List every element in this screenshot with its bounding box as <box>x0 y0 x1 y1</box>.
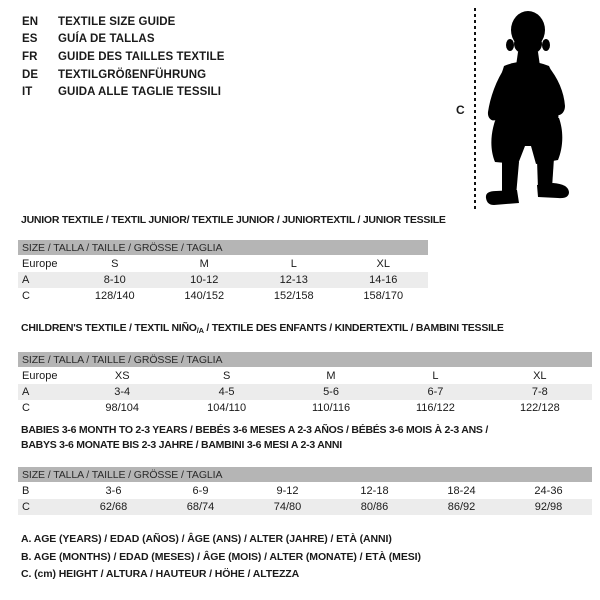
language-title-list <box>22 13 225 101</box>
age-cell: 24-36 <box>534 485 563 497</box>
age-cell: 3-6 <box>105 485 122 497</box>
children-table-title <box>21 322 504 335</box>
table-row-europe <box>18 368 592 384</box>
height-cell: 92/98 <box>534 501 563 513</box>
height-cell: 122/128 <box>519 402 560 414</box>
children-title-subscript: /A <box>196 326 204 335</box>
age-cell: 3-4 <box>114 386 131 398</box>
row-label: Europe <box>22 370 58 382</box>
size-cell: XL <box>533 370 547 382</box>
height-cell: 140/152 <box>184 290 225 302</box>
row-label: A <box>22 274 30 286</box>
age-cell: 12-13 <box>279 274 308 286</box>
size-cell: S <box>111 258 119 270</box>
language-row-en <box>22 13 225 31</box>
size-cell: S <box>222 370 231 382</box>
language-row-de <box>22 66 225 84</box>
size-cell: L <box>432 370 439 382</box>
age-cell: 12-18 <box>360 485 389 497</box>
row-label: Europe <box>22 258 58 270</box>
age-cell: 5-6 <box>323 386 339 398</box>
age-cell: 8-10 <box>103 274 126 286</box>
language-code: EN <box>22 15 39 28</box>
size-cell: XL <box>376 258 390 270</box>
age-cell: 6-9 <box>192 485 209 497</box>
size-header-bar: SIZE / TALLA / TAILLE / GRÖSSE / TAGLIA <box>18 352 592 367</box>
babies-table-title <box>21 424 488 451</box>
language-code: IT <box>22 86 33 99</box>
height-cell: 74/80 <box>273 501 302 513</box>
row-label: C <box>22 402 30 414</box>
height-cell: 98/104 <box>105 402 140 414</box>
legend-notes <box>21 533 421 586</box>
height-cell: 80/86 <box>360 501 389 513</box>
language-row-fr <box>22 48 225 66</box>
age-cell: 9-12 <box>276 485 299 497</box>
language-code: DE <box>22 68 39 81</box>
table-row-height <box>18 288 428 304</box>
age-cell: 7-8 <box>531 386 548 398</box>
language-row-es <box>22 31 225 49</box>
height-cell: 128/140 <box>94 290 135 302</box>
babies-title-line2: BABYS 3-6 MONATE BIS 2-3 JAHRE / BAMBINI 3-6 MESI A 2-3 ANNI <box>21 439 342 451</box>
junior-size-table <box>18 240 428 304</box>
size-cell: M <box>199 258 209 270</box>
age-cell: 10-12 <box>190 274 219 286</box>
junior-table-title: JUNIOR TEXTILE / TEXTIL JUNIOR/ TEXTILE JUNIOR / JUNIORTEXTIL / JUNIOR TESSILE <box>21 214 446 226</box>
age-cell: 18-24 <box>447 485 476 497</box>
babies-size-table <box>18 467 592 515</box>
children-title-prefix: CHILDREN'S TEXTILE / TEXTIL NIÑO <box>21 322 197 334</box>
height-cell: 110/116 <box>311 402 351 414</box>
language-code: FR <box>22 50 38 63</box>
height-measure-label: C <box>456 103 465 117</box>
height-cell: 152/158 <box>273 290 314 302</box>
table-row-height <box>18 499 592 515</box>
row-label: B <box>22 485 30 497</box>
table-row-age <box>18 272 428 288</box>
age-cell: 4-5 <box>218 386 235 398</box>
height-cell: 86/92 <box>447 501 476 513</box>
children-size-table <box>18 352 592 416</box>
height-cell: 116/122 <box>415 402 455 414</box>
height-measure-dashed-line <box>474 8 476 210</box>
legend-note-b: B. AGE (MONTHS) / EDAD (MESES) / ÂGE (MOIS) / ALTER (MONATE) / ETÀ (MESI) <box>21 550 421 563</box>
height-cell: 68/74 <box>186 501 215 513</box>
size-cell: XS <box>114 370 130 382</box>
height-cell: 158/170 <box>363 290 404 302</box>
row-label: A <box>22 386 30 398</box>
children-title-suffix: / TEXTILE DES ENFANTS / KINDERTEXTIL / BAMBINI TESSILE <box>203 322 504 334</box>
language-title: GUÍA DE TALLAS <box>58 33 155 46</box>
table-row-europe <box>18 256 428 272</box>
size-cell: M <box>326 370 336 382</box>
size-header-bar: SIZE / TALLA / TAILLE / GRÖSSE / TAGLIA <box>18 467 592 482</box>
language-row-it <box>22 83 225 101</box>
language-title: GUIDA ALLE TAGLIE TESSILI <box>58 86 222 99</box>
height-cell: 62/68 <box>99 501 128 513</box>
size-cell: L <box>290 258 297 270</box>
language-title: GUIDE DES TAILLES TEXTILE <box>58 50 225 63</box>
legend-note-a: A. AGE (YEARS) / EDAD (AÑOS) / ÂGE (ANS) / ALTER (JAHRE) / ETÀ (ANNI) <box>21 533 392 545</box>
row-label: C <box>22 290 30 302</box>
table-row-age <box>18 384 592 400</box>
language-code: ES <box>22 33 38 46</box>
table-row-age-months <box>18 483 592 499</box>
table-row-height <box>18 400 592 416</box>
size-header-bar: SIZE / TALLA / TAILLE / GRÖSSE / TAGLIA <box>18 240 428 255</box>
age-cell: 14-16 <box>369 274 398 286</box>
height-cell: 104/110 <box>207 402 247 414</box>
row-label: C <box>22 501 30 513</box>
language-title: TEXTILGRÖßENFÜHRUNG <box>58 68 207 81</box>
age-cell: 6-7 <box>427 386 444 398</box>
legend-note-c: C. (cm) HEIGHT / ALTURA / HAUTEUR / HÖHE / ALTEZZA <box>21 568 300 581</box>
language-title: TEXTILE SIZE GUIDE <box>58 15 176 28</box>
baby-silhouette-icon <box>482 8 578 208</box>
babies-title-line1: BABIES 3-6 MONTH TO 2-3 YEARS / BEBÉS 3-6 MESES A 2-3 AÑOS / BÉBÉS 3-6 MOIS À 2-3 ANS / <box>21 424 489 436</box>
